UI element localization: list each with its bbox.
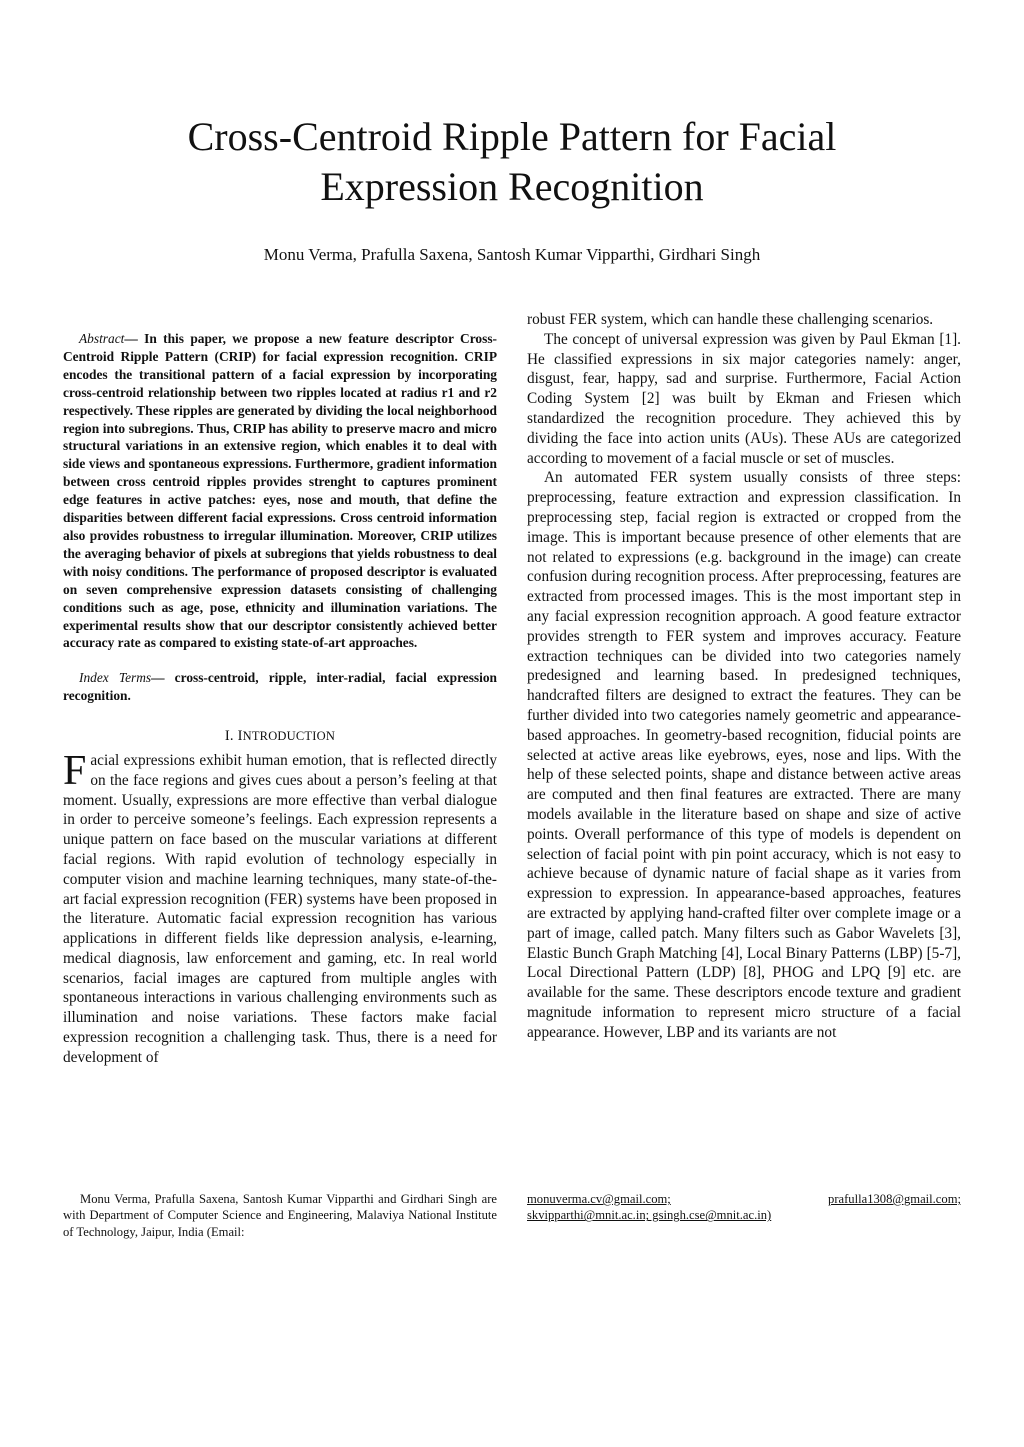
intro-paragraph-1 <box>63 747 497 1068</box>
footnote-affiliation: Monu Verma, Prafulla Saxena, Santosh Kumar Vipparthi and Girdhari Singh are with Department of Computer Science and Engineering, Malaviya National Institute of Technology, Jaipur, India (Email: <box>63 1192 497 1239</box>
section-heading-rest: NTRODUCTION <box>242 729 336 744</box>
index-terms-text: — cross-centroid, ripple, inter-radial, facial expression recognition. <box>63 670 498 704</box>
paper-title <box>0 112 1024 212</box>
email-link-2[interactable]: prafulla1308@gmail.com; <box>828 1192 961 1206</box>
footnote-emails <box>527 1191 961 1224</box>
right-column <box>527 310 961 1042</box>
drop-cap: F <box>63 747 87 794</box>
section-heading-introduction <box>63 727 497 747</box>
intro-paragraph-3: An automated FER system usually consists of three steps: preprocessing, feature extraction and expression classification. In preprocessing step, facial region is extracted or cropped from the image. This is important because presence of other elements that are not related to expressions (e.g. background in the image) can create confusion during recognition process. After preprocessing, features are extracted from processed images. This is the most important step in any facial expression recognition approach. A good feature extractor provides strength to FER system and improves accuracy. Feature extraction techniques can be divided into two categories namely predesigned and learning based. In predesigned techniques, handcrafted filters are designed to extract the features. They can be further divided into two categories namely geometric and appearance-based approaches. In geometry-based recognition, fiducial points are selected at active areas like eyebrows, eyes, nose and lips. With the help of these selected points, shape and distance between active areas are computed and then final features are extracted. There are many models available in the literature based on shape and size of active points. Overall performance of this type of models is dependent on selection of facial point with pin point accuracy, which is not easy to achieve because of dynamic nature of facial shape as it varies from expression to expression. In appearance-based approaches, features are extracted by applying hand-crafted filter over complete image or a part of image, called patch. Many filters such as Gabor Wavelets [3], Elastic Bunch Graph Matching [4], Local Binary Patterns (LBP) [5-7], Local Directional Pattern (LDP) [8], PHOG and LPQ [9] etc. are available for the same. These descriptors encode texture and gradient magnitude information to represent micro structure of a facial appearance. However, LBP and its variants are not <box>527 469 961 1041</box>
abstract-label: Abstract <box>79 331 125 346</box>
intro-paragraph-2: The concept of universal expression was given by Paul Ekman [1]. He classified expressions in six major categories namely: anger, disgust, fear, happy, sad and surprise. Furthermore, Facial Action Coding System [2] was built by Ekman and Friesen which standardized the recognition procedure. They achieved this by dividing the face into action units (AUs). These AUs are categorized according to movement of a facial muscle or set of muscles. <box>527 330 961 467</box>
abstract-text: — In this paper, we propose a new feature descriptor Cross-Centroid Ripple Pattern (CRIP) for facial expression recognition. CRIP encodes the transitional pattern of a facial expression by incorporating cross-centroid relationship between two ripples located at radius r1 and r2 respectively. These ripples are generated by dividing the local neighborhood region into subregions. Thus, CRIP has ability to preserve macro and micro structural variations in an extensive region, which enables it to deal with side views and spontaneous expressions. Furthermore, gradient information between cross centroid ripples provides strenght to captures prominent edge features in active patches: eyes, nose and mouth, that define the disparities between different facial expressions. Cross centroid information also provides robustness to irregular illumination. Moreover, CRIP utilizes the averaging behavior of pixels at subregions that yields robustness to deal with noisy conditions. The performance of proposed descriptor is evaluated on seven comprehensive expression datasets consisting of challenging conditions such as age, pose, ethnicity and illumination variations. The experimental results show that our descriptor consistently achieved better accuracy rate as compared to existing state-of-art approaches. <box>63 331 497 651</box>
index-terms <box>63 669 497 705</box>
title-line-1: Cross-Centroid Ripple Pattern for Facial <box>187 114 837 159</box>
author-list: Monu Verma, Prafulla Saxena, Santosh Kumar Vipparthi, Girdhari Singh <box>263 245 761 264</box>
section-numeral: I. <box>224 728 234 745</box>
section-heading-initial: I <box>237 728 243 745</box>
email-link-3[interactable]: skvipparthi@mnit.ac.in; gsingh.cse@mnit.ac.in) <box>527 1208 772 1223</box>
intro-paragraph-1-text: acial expressions exhibit human emotion, that is reflected directly on the face regions and gives cues about a person’s feeling at that moment. Usually, expressions are more effective than verbal dialogue in order to perceive someone’s feelings. Each expression represents a unique pattern on face based on the muscular variations at different facial regions. With rapid evolution of technology especially in computer vision and machine learning techniques, many state-of-the-art facial expression recognition (FER) systems have been proposed in the literature. Automatic facial expression recognition has various applications in different fields like depression analysis, e-learning, medical diagnosis, law enforcement and gaming, etc. In real world scenarios, facial images are captured from multiple angles with spontaneous interactions in various challenging environments such as illumination and noise variations. These factors make facial expression recognition a challenging task. Thus, there is a need for development of <box>63 751 497 1066</box>
title-line-2: Expression Recognition <box>320 164 704 209</box>
email-row <box>527 1191 961 1207</box>
left-column <box>63 310 497 1068</box>
intro-paragraph-1-continued: robust FER system, which can handle these challenging scenarios. <box>527 311 934 328</box>
abstract <box>63 330 497 652</box>
email-link-1[interactable]: monuverma.cv@gmail.com; <box>527 1192 671 1206</box>
index-terms-label: Index Terms <box>79 670 152 686</box>
